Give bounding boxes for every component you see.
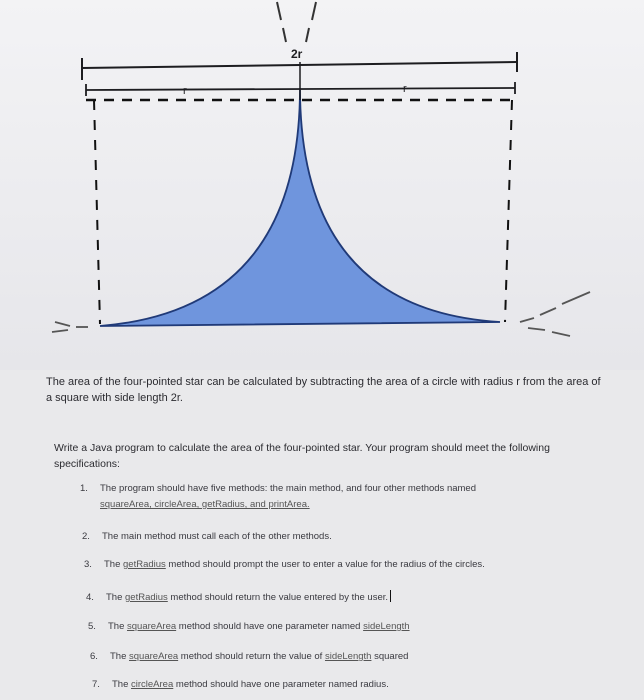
text-cursor xyxy=(390,590,391,602)
task-paragraph: Write a Java program to calculate the area of the four-pointed star. Your program should meet the following specifications: xyxy=(54,442,550,470)
list-item: squareArea, circleArea, getRadius, and printArea. xyxy=(100,499,310,510)
list-item: 6. The squareArea method should return the value of sideLength squared xyxy=(90,651,409,662)
list-item: 1. The program should have five methods: the main method, and four other methods named xyxy=(80,483,476,494)
label-r-left: r xyxy=(183,85,187,97)
label-2r: 2r xyxy=(291,47,303,61)
list-item: 5. The squareArea method should have one parameter named sideLength xyxy=(88,621,410,632)
list-item: 3. The getRadius method should prompt the user to enter a value for the radius of the circles. xyxy=(84,559,485,570)
intro-paragraph: The area of the four-pointed star can be calculated by subtracting the area of a circle with radius r from the area of a square with side length 2r. xyxy=(46,376,601,404)
list-item: 2. The main method must call each of the other methods. xyxy=(82,531,332,542)
label-r-right: r xyxy=(403,83,407,95)
list-item: 4. The getRadius method should return the value entered by the user. xyxy=(86,590,391,605)
list-item: 7. The circleArea method should have one parameter named radius. xyxy=(92,679,389,690)
